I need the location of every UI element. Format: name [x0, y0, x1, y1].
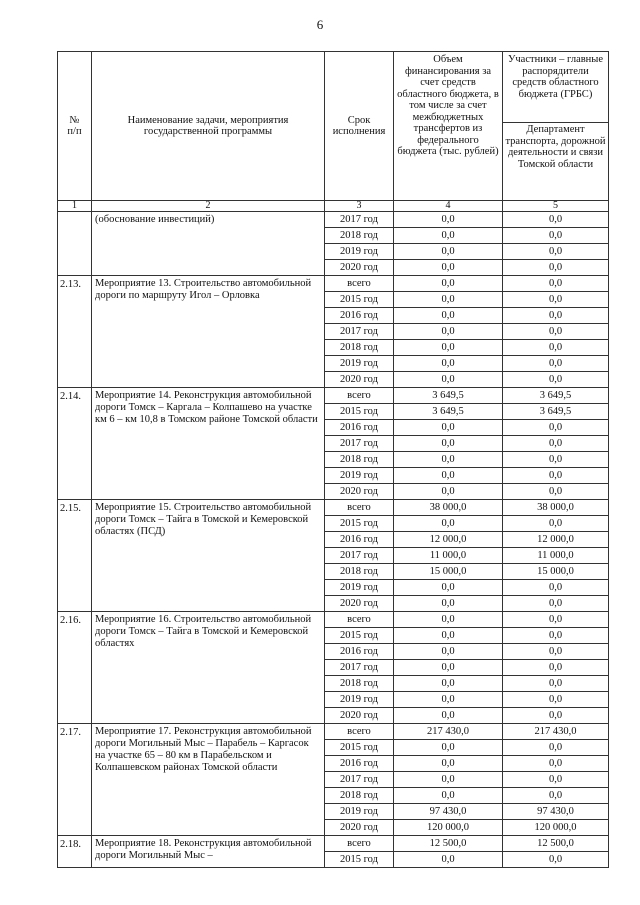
- participant-funding-cell: 97 430,0: [503, 804, 609, 820]
- participant-funding-cell: 11 000,0: [503, 548, 609, 564]
- term-cell: 2019 год: [325, 580, 394, 596]
- funding-cell: 0,0: [394, 468, 503, 484]
- table-row: [58, 388, 609, 404]
- funding-cell: 0,0: [394, 628, 503, 644]
- participant-funding-cell: 0,0: [503, 852, 609, 868]
- term-cell: 2015 год: [325, 404, 394, 420]
- term-cell: всего: [325, 836, 394, 852]
- funding-cell: 0,0: [394, 852, 503, 868]
- term-cell: 2016 год: [325, 644, 394, 660]
- table-header-row: [58, 52, 609, 201]
- funding-cell: 0,0: [394, 596, 503, 612]
- header-department: Департамент транспорта, дорожной деятельности и связи Томской области: [505, 124, 606, 170]
- term-cell: 2019 год: [325, 692, 394, 708]
- participant-funding-cell: 0,0: [503, 324, 609, 340]
- term-cell: 2019 год: [325, 356, 394, 372]
- column-number: 1: [58, 201, 92, 212]
- participant-funding-cell: 0,0: [503, 276, 609, 292]
- funding-cell: 0,0: [394, 372, 503, 388]
- funding-cell: 0,0: [394, 452, 503, 468]
- participant-funding-cell: 0,0: [503, 660, 609, 676]
- funding-cell: 0,0: [394, 484, 503, 500]
- participant-funding-cell: 0,0: [503, 580, 609, 596]
- funding-cell: 0,0: [394, 660, 503, 676]
- participant-funding-cell: 12 500,0: [503, 836, 609, 852]
- header-term: Срок исполнения: [325, 52, 394, 201]
- funding-cell: 0,0: [394, 580, 503, 596]
- term-cell: 2015 год: [325, 292, 394, 308]
- participant-funding-cell: 0,0: [503, 228, 609, 244]
- term-cell: 2015 год: [325, 628, 394, 644]
- funding-cell: 0,0: [394, 740, 503, 756]
- header-name: Наименование задачи, мероприятия государственной программы: [92, 52, 325, 201]
- participant-funding-cell: 120 000,0: [503, 820, 609, 836]
- participant-funding-cell: 0,0: [503, 292, 609, 308]
- program-table: [57, 51, 609, 868]
- measure-number: 2.13.: [58, 276, 92, 388]
- funding-cell: 15 000,0: [394, 564, 503, 580]
- participant-funding-cell: 0,0: [503, 628, 609, 644]
- measure-number: 2.15.: [58, 500, 92, 612]
- column-number: 3: [325, 201, 394, 212]
- term-cell: 2016 год: [325, 420, 394, 436]
- measure-number: [58, 212, 92, 276]
- funding-cell: 120 000,0: [394, 820, 503, 836]
- participant-funding-cell: 0,0: [503, 308, 609, 324]
- funding-cell: 0,0: [394, 244, 503, 260]
- participant-funding-cell: 0,0: [503, 484, 609, 500]
- funding-cell: 3 649,5: [394, 404, 503, 420]
- term-cell: 2017 год: [325, 212, 394, 228]
- table-row: [58, 612, 609, 628]
- term-cell: 2020 год: [325, 596, 394, 612]
- measure-name: (обоснование инвестиций): [92, 212, 325, 276]
- participant-funding-cell: 0,0: [503, 644, 609, 660]
- funding-cell: 0,0: [394, 228, 503, 244]
- measure-name: Мероприятие 16. Строительство автомобильной дороги Томск – Тайга в Томской и Кемеровской областях: [92, 612, 325, 724]
- term-cell: всего: [325, 276, 394, 292]
- funding-cell: 0,0: [394, 308, 503, 324]
- term-cell: 2018 год: [325, 452, 394, 468]
- measure-number: 2.16.: [58, 612, 92, 724]
- funding-cell: 0,0: [394, 420, 503, 436]
- term-cell: 2018 год: [325, 340, 394, 356]
- term-cell: 2020 год: [325, 484, 394, 500]
- table-row: [58, 212, 609, 228]
- participant-funding-cell: 0,0: [503, 740, 609, 756]
- funding-cell: 0,0: [394, 212, 503, 228]
- funding-cell: 0,0: [394, 788, 503, 804]
- measure-name: Мероприятие 14. Реконструкция автомобильной дороги Томск – Каргала – Колпашево на участке км 6 – км 10,8 в Томском районе Томской области: [92, 388, 325, 500]
- term-cell: всего: [325, 724, 394, 740]
- participant-funding-cell: 3 649,5: [503, 388, 609, 404]
- measure-name: Мероприятие 18. Реконструкция автомобильной дороги Могильный Мыс –: [92, 836, 325, 868]
- funding-cell: 217 430,0: [394, 724, 503, 740]
- measure-name: Мероприятие 13. Строительство автомобильной дороги по маршруту Игол – Орловка: [92, 276, 325, 388]
- participant-funding-cell: 0,0: [503, 212, 609, 228]
- table-row: [58, 276, 609, 292]
- participant-funding-cell: 0,0: [503, 372, 609, 388]
- funding-cell: 0,0: [394, 324, 503, 340]
- funding-cell: 0,0: [394, 516, 503, 532]
- term-cell: всего: [325, 388, 394, 404]
- measure-number: 2.14.: [58, 388, 92, 500]
- funding-cell: 0,0: [394, 292, 503, 308]
- measure-name: Мероприятие 17. Реконструкция автомобильной дороги Могильный Мыс – Парабель – Каргасок на участке 65 – 80 км в Парабельском и Колпашевском районах Томской области: [92, 724, 325, 836]
- term-cell: 2020 год: [325, 820, 394, 836]
- term-cell: 2020 год: [325, 260, 394, 276]
- participant-funding-cell: 0,0: [503, 516, 609, 532]
- column-number: 4: [394, 201, 503, 212]
- term-cell: 2017 год: [325, 436, 394, 452]
- participant-funding-cell: 0,0: [503, 596, 609, 612]
- funding-cell: 12 500,0: [394, 836, 503, 852]
- participant-funding-cell: 0,0: [503, 244, 609, 260]
- term-cell: 2016 год: [325, 756, 394, 772]
- term-cell: 2018 год: [325, 564, 394, 580]
- term-cell: 2019 год: [325, 468, 394, 484]
- term-cell: 2019 год: [325, 804, 394, 820]
- term-cell: 2018 год: [325, 788, 394, 804]
- term-cell: 2017 год: [325, 660, 394, 676]
- page-number: 6: [316, 17, 324, 32]
- term-cell: 2015 год: [325, 740, 394, 756]
- participant-funding-cell: 0,0: [503, 452, 609, 468]
- term-cell: 2017 год: [325, 324, 394, 340]
- table-row: [58, 836, 609, 852]
- funding-cell: 0,0: [394, 772, 503, 788]
- term-cell: 2020 год: [325, 708, 394, 724]
- funding-cell: 11 000,0: [394, 548, 503, 564]
- participant-funding-cell: 0,0: [503, 436, 609, 452]
- funding-cell: 3 649,5: [394, 388, 503, 404]
- measure-number: 2.18.: [58, 836, 92, 868]
- funding-cell: 0,0: [394, 436, 503, 452]
- participant-funding-cell: 0,0: [503, 356, 609, 372]
- funding-cell: 0,0: [394, 676, 503, 692]
- term-cell: всего: [325, 612, 394, 628]
- participant-funding-cell: 0,0: [503, 468, 609, 484]
- column-number: 5: [503, 201, 609, 212]
- participant-funding-cell: 0,0: [503, 788, 609, 804]
- measure-name: Мероприятие 15. Строительство автомобильной дороги Томск – Тайга в Томской и Кемеровской областях (ПСД): [92, 500, 325, 612]
- table-row: [58, 500, 609, 516]
- participant-funding-cell: 0,0: [503, 612, 609, 628]
- funding-cell: 12 000,0: [394, 532, 503, 548]
- funding-cell: 0,0: [394, 692, 503, 708]
- participant-funding-cell: 0,0: [503, 756, 609, 772]
- funding-cell: 0,0: [394, 260, 503, 276]
- header-participants: Участники – главные распорядители средств областного бюджета (ГРБС): [503, 52, 608, 123]
- term-cell: всего: [325, 500, 394, 516]
- participant-funding-cell: 0,0: [503, 708, 609, 724]
- participant-funding-cell: 217 430,0: [503, 724, 609, 740]
- term-cell: 2017 год: [325, 772, 394, 788]
- term-cell: 2018 год: [325, 228, 394, 244]
- funding-cell: 0,0: [394, 276, 503, 292]
- participant-funding-cell: 0,0: [503, 420, 609, 436]
- funding-cell: 0,0: [394, 708, 503, 724]
- participant-funding-cell: 12 000,0: [503, 532, 609, 548]
- term-cell: 2015 год: [325, 852, 394, 868]
- term-cell: 2018 год: [325, 676, 394, 692]
- term-cell: 2015 год: [325, 516, 394, 532]
- funding-cell: 0,0: [394, 340, 503, 356]
- table-row: [58, 724, 609, 740]
- term-cell: 2020 год: [325, 372, 394, 388]
- column-number: 2: [92, 201, 325, 212]
- funding-cell: 0,0: [394, 644, 503, 660]
- participant-funding-cell: 0,0: [503, 772, 609, 788]
- participant-funding-cell: 3 649,5: [503, 404, 609, 420]
- term-cell: 2016 год: [325, 532, 394, 548]
- participant-funding-cell: 15 000,0: [503, 564, 609, 580]
- participant-funding-cell: 0,0: [503, 692, 609, 708]
- funding-cell: 97 430,0: [394, 804, 503, 820]
- measure-number: 2.17.: [58, 724, 92, 836]
- term-cell: 2019 год: [325, 244, 394, 260]
- column-number-row: [58, 201, 609, 212]
- participant-funding-cell: 0,0: [503, 340, 609, 356]
- participant-funding-cell: 0,0: [503, 260, 609, 276]
- participant-funding-cell: 38 000,0: [503, 500, 609, 516]
- term-cell: 2017 год: [325, 548, 394, 564]
- header-participants-cell: [503, 52, 609, 201]
- header-num: № п/п: [58, 52, 92, 201]
- funding-cell: 38 000,0: [394, 500, 503, 516]
- funding-cell: 0,0: [394, 756, 503, 772]
- participant-funding-cell: 0,0: [503, 676, 609, 692]
- term-cell: 2016 год: [325, 308, 394, 324]
- funding-cell: 0,0: [394, 612, 503, 628]
- funding-cell: 0,0: [394, 356, 503, 372]
- header-funding: Объем финансирования за счет средств областного бюджета, в том числе за счет межбюджетных трансфертов из федерального бюджета (тыс. рублей): [394, 52, 503, 201]
